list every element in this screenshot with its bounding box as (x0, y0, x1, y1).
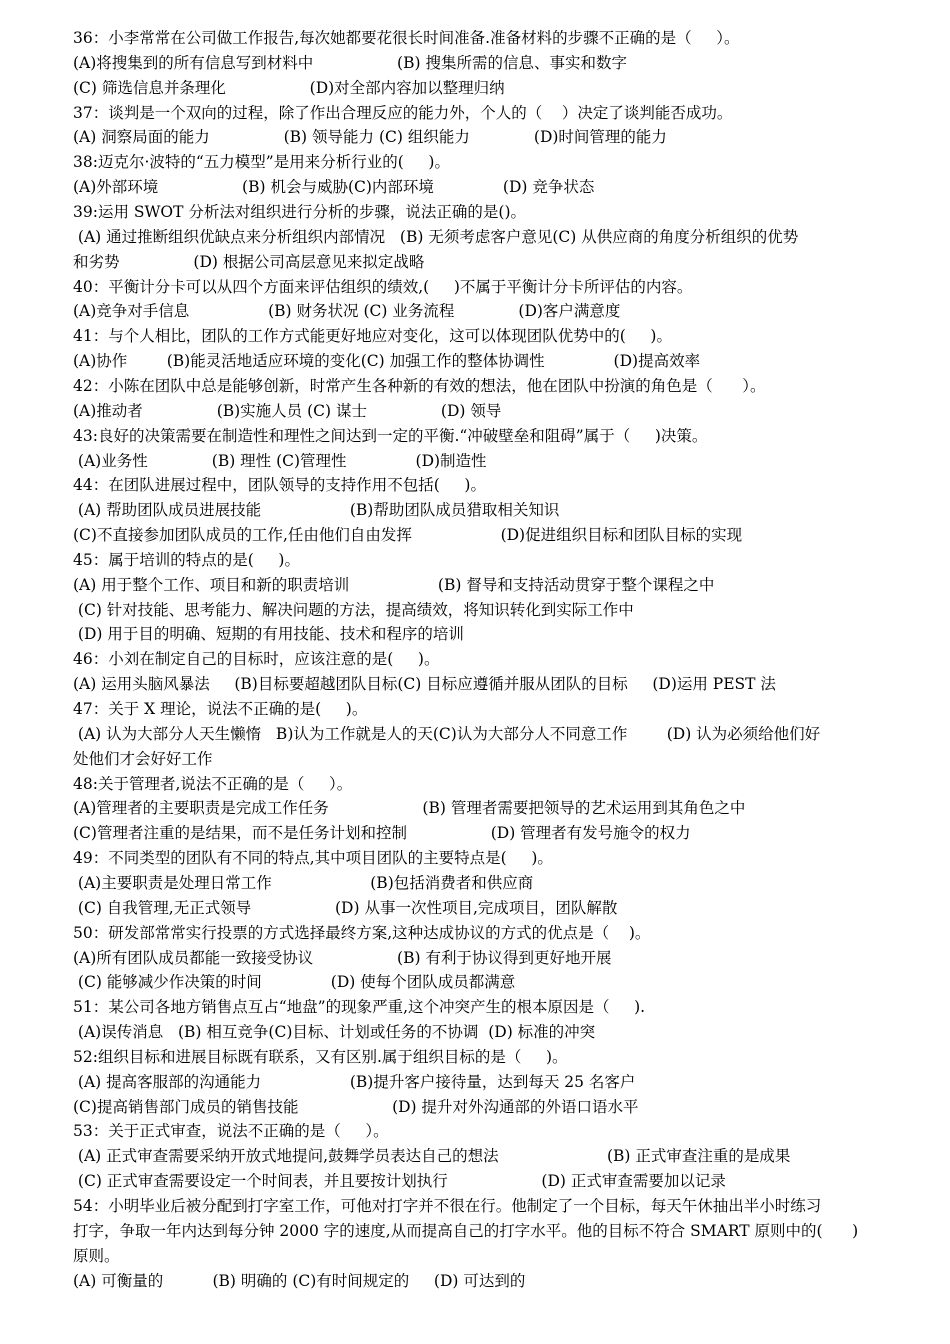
text-line: (A) 运用头脑风暴法 (B)目标要超越团队目标(C) 目标应遵循并服从团队的目标 (D)运用 PEST 法 (73, 675, 776, 694)
text-line: (C) 针对技能、思考能力、解决问题的方法，提高绩效，将知识转化到实际工作中 (73, 600, 634, 619)
text-line: 40：平衡计分卡可以从四个方面来评估组织的绩效,( )不属于平衡计分卡所评估的内容。 (73, 277, 693, 296)
text-line: (A)所有团队成员都能一致接受协议 (B) 有利于协议得到更好地开展 (73, 948, 612, 967)
text-line: 37：谈判是一个双向的过程，除了作出合理反应的能力外，个人的（ ）决定了谈判能否成功。 (73, 103, 733, 122)
text-line: 46：小刘在制定自己的目标时，应该注意的是( )。 (73, 650, 440, 669)
text-line: 处他们才会好好工作 (73, 749, 213, 768)
text-line: (A)误传消息 (B) 相互竞争(C)目标、计划或任务的不协调 (D) 标准的冲突 (73, 1023, 596, 1041)
text-line: (A)将搜集到的所有信息写到材料中 (B) 搜集所需的信息、事实和数字 (73, 53, 627, 72)
text-line: (A)外部环境 (B) 机会与威胁(C)内部环境 (D) 竞争状态 (73, 178, 595, 197)
text-line: (A)协作 (B)能灵活地适应环境的变化(C) 加强工作的整体协调性 (D)提高效率 (73, 352, 701, 371)
text-line: 44：在团队进展过程中，团队领导的支持作用不包括( )。 (73, 476, 486, 495)
text-line: (A)管理者的主要职责是完成工作任务 (B) 管理者需要把领导的艺术运用到其角色之中 (73, 799, 746, 818)
text-line: 打字，争取一年内达到每分钟 2000 字的速度,从而提高自己的打字水平。他的目标不符合 SMART 原则中的( ) (73, 1221, 859, 1240)
text-line: (C)管理者注重的是结果，而不是任务计划和控制 (D) 管理者有发号施令的权力 (73, 824, 691, 843)
text-line: (A)主要职责是处理日常工作 (B)包括消费者和供应商 (73, 873, 534, 892)
text-line: (C) 能够减少作决策的时间 (D) 使每个团队成员都满意 (73, 973, 516, 992)
text-line: (C) 筛选信息并条理化 (D)对全部内容加以整理归纳 (73, 78, 505, 97)
text-line: 48:关于管理者,说法不正确的是（ ）。 (73, 774, 353, 793)
text-line: 49：不同类型的团队有不同的特点,其中项目团队的主要特点是( )。 (73, 849, 553, 868)
text-line: 51：某公司各地方销售点互占“地盘”的现象严重,这个冲突产生的根本原因是（ ). (73, 998, 646, 1017)
text-line: (A)推动者 (B)实施人员 (C) 谋士 (D) 领导 (73, 401, 502, 420)
text-line: 原则。 (73, 1246, 120, 1265)
text-line: 54：小明毕业后被分配到打字室工作，可他对打字并不很在行。他制定了一个目标，每天午休抽出半小时练习 (73, 1197, 822, 1215)
text-line: (A) 洞察局面的能力 (B) 领导能力 (C) 组织能力 (D)时间管理的能力 (73, 128, 667, 147)
text-line: 52:组织目标和进展目标既有联系，又有区别.属于组织目标的是（ )。 (73, 1047, 568, 1066)
text-line: 45：属于培训的特点的是( )。 (73, 550, 300, 569)
text-line: (A) 帮助团队成员进展技能 (B)帮助团队成员猎取相关知识 (73, 501, 560, 520)
text-line: (A) 正式审查需要采纳开放式地提问,鼓舞学员表达自己的想法 (B) 正式审查注重的是成果 (73, 1147, 791, 1166)
text-line: (C)提高销售部门成员的销售技能 (D) 提升对外沟通部的外语口语水平 (73, 1097, 639, 1116)
text-line: (A) 提高客服部的沟通能力 (B)提升客户接待量，达到每天 25 名客户 (73, 1072, 636, 1091)
text-line: (C) 自我管理,无正式领导 (D) 从事一次性项目,完成项目，团队解散 (73, 898, 618, 917)
text-line: (A) 认为大部分人天生懒惰 B)认为工作就是人的天(C)认为大部分人不同意工作 (D) 认为必须给他们好 (73, 724, 821, 743)
text-line: 36：小李常常在公司做工作报告,每次她都要花很长时间准备.准备材料的步骤不正确的是（ ）。 (73, 29, 740, 47)
text-line: (C) 正式审查需要设定一个时间表，并且要按计划执行 (D) 正式审查需要加以记录 (73, 1172, 726, 1191)
text-line: (D) 用于目的明确、短期的有用技能、技术和程序的培训 (73, 625, 464, 644)
text-line: 53：关于正式审查，说法不正确的是（ ）。 (73, 1122, 389, 1141)
text-line: 50：研发部常常实行投票的方式选择最终方案,这种达成协议的方式的优点是（ )。 (73, 923, 651, 942)
text-line: (A)业务性 (B) 理性 (C)管理性 (D)制造性 (73, 451, 487, 470)
text-line: (C)不直接参加团队成员的工作,任由他们自由发挥 (D)促进组织目标和团队目标的实现 (73, 526, 743, 544)
text-line: 39:运用 SWOT 分析法对组织进行分析的步骤，说法正确的是()。 (73, 203, 526, 221)
text-line: 42：小陈在团队中总是能够创新，时常产生各种新的有效的想法，他在团队中扮演的角色是（ ）。 (73, 376, 766, 395)
text-line: 和劣势 (D) 根据公司高层意见来拟定战略 (73, 252, 425, 271)
text-line: (A) 通过推断组织优缺点来分析组织内部情况 (B) 无须考虑客户意见(C) 从供应商的角度分析组织的优势 (73, 227, 799, 246)
text-line: 43:良好的决策需要在制造性和理性之间达到一定的平衡.“冲破壁垒和阻碍”属于（ )决策。 (73, 426, 708, 445)
text-line: 47：关于 X 理论，说法不正确的是( )。 (73, 700, 368, 718)
text-line: 38:迈克尔·波特的“五力模型”是用来分析行业的( )。 (73, 153, 450, 172)
text-line: (A)竞争对手信息 (B) 财务状况 (C) 业务流程 (D)客户满意度 (73, 302, 621, 321)
text-line: 41：与个人相比，团队的工作方式能更好地应对变化，这可以体现团队优势中的( )。 (73, 327, 672, 346)
text-line: (A) 用于整个工作、项目和新的职责培训 (B) 督导和支持活动贯穿于整个课程之中 (73, 575, 715, 594)
text-line: (A) 可衡量的 (B) 明确的 (C)有时间规定的 (D) 可达到的 (73, 1271, 526, 1290)
